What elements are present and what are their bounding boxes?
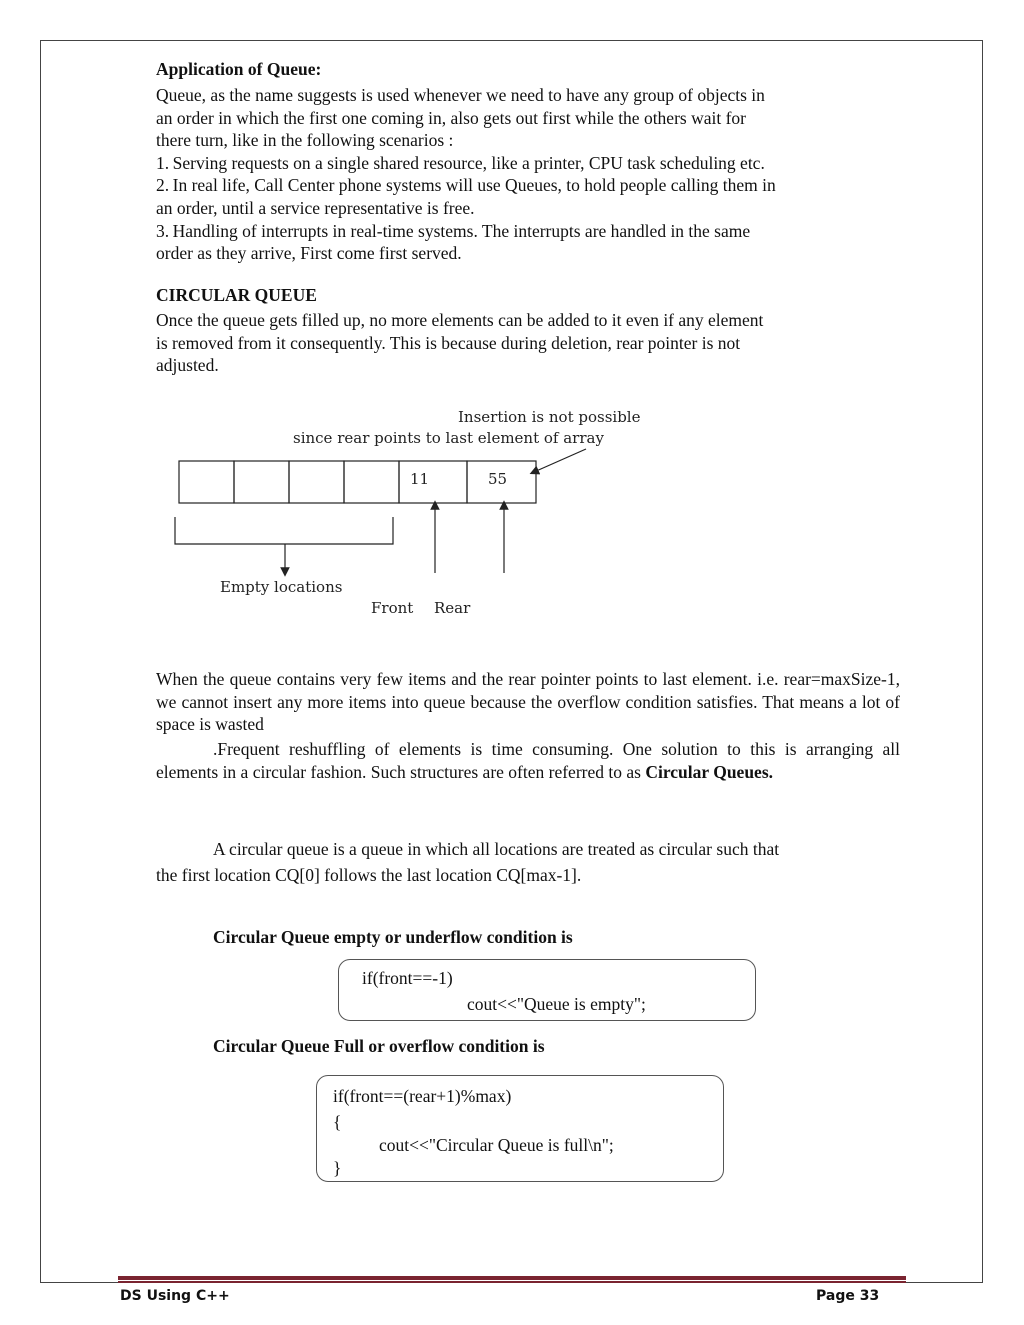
code-line: if(front==(rear+1)%max) bbox=[333, 1086, 512, 1106]
footer-rule bbox=[118, 1276, 906, 1280]
empty-condition-code-box bbox=[338, 959, 756, 1021]
cell-value: 55 bbox=[488, 470, 508, 488]
overflow-paragraph: When the queue contains very few items and the rear pointer points to last element. i.e. rear=maxSize-1, we cannot insert any more items into queue because the overflow condition satisfies. That means a lot of space is wasted bbox=[156, 669, 900, 735]
code-line: } bbox=[333, 1158, 342, 1178]
footer-rule-thin bbox=[118, 1281, 906, 1283]
queue-cell bbox=[179, 461, 234, 503]
footer-title: DS Using C++ bbox=[120, 1288, 230, 1304]
front-label: Front bbox=[371, 599, 414, 617]
text-line: an order in which the first one coming in, also gets out first while the others wait for bbox=[156, 107, 747, 128]
text-line: Queue, as the name suggests is used whenever we need to have any group of objects in bbox=[156, 85, 765, 105]
text-line: order as they arrive, First come first served. bbox=[156, 243, 462, 264]
queue-cell bbox=[289, 461, 344, 503]
empty-locations-label: Empty locations bbox=[220, 578, 343, 596]
empty-locations-bracket bbox=[175, 517, 393, 544]
full-condition-code-box bbox=[316, 1075, 724, 1182]
text-line: adjusted. bbox=[156, 355, 219, 376]
queue-cell bbox=[234, 461, 289, 503]
code-line: cout<<"Circular Queue is full\n"; bbox=[379, 1135, 614, 1155]
text-line: is removed from it consequently. This is because during deletion, rear pointer is not bbox=[156, 332, 741, 353]
full-condition-heading: Circular Queue Full or overflow condition is bbox=[213, 1036, 545, 1056]
section-heading-circular-queue: CIRCULAR QUEUE bbox=[156, 285, 317, 305]
code-line: { bbox=[333, 1112, 342, 1132]
text-line: there turn, like in the following scenarios : bbox=[156, 130, 454, 151]
insertion-note-line2: since rear points to last element of array bbox=[293, 429, 604, 447]
circular-queues-term: Circular Queues. bbox=[645, 761, 773, 782]
list-item-1: 1. Serving requests on a single shared resource, like a printer, CPU task scheduling etc. bbox=[156, 152, 765, 173]
page-number: Page 33 bbox=[816, 1288, 880, 1304]
code-line: cout<<"Queue is empty"; bbox=[467, 994, 646, 1014]
text-line: an order, until a service representative is free. bbox=[156, 197, 475, 218]
section-heading-application: Application of Queue: bbox=[156, 59, 322, 79]
cell-value: 11 bbox=[410, 470, 430, 488]
rear-label: Rear bbox=[434, 599, 471, 617]
queue-diagram bbox=[0, 0, 1024, 640]
definition-line-2: the first location CQ[0] follows the last location CQ[max-1]. bbox=[156, 865, 582, 885]
code-line: if(front==-1) bbox=[362, 968, 453, 988]
queue-array bbox=[179, 461, 536, 503]
list-item-2: 2. In real life, Call Center phone systems will use Queues, to hold people calling them in bbox=[156, 175, 776, 196]
list-item-3: 3. Handling of interrupts in real-time systems. The interrupts are handled in the same bbox=[156, 220, 751, 241]
text-line: Once the queue gets filled up, no more elements can be added to it even if any element bbox=[156, 310, 764, 330]
insertion-arrow bbox=[534, 449, 586, 472]
reshuffle-text: .Frequent reshuffling of elements is time consuming. One solution to this is arranging all elements in a circular fashion. Such structures are often referred to as bbox=[156, 739, 900, 782]
empty-condition-heading: Circular Queue empty or underflow condition is bbox=[213, 927, 573, 947]
queue-cell bbox=[344, 461, 399, 503]
definition-line-1: A circular queue is a queue in which all locations are treated as circular such that bbox=[213, 839, 780, 859]
insertion-note-line1: Insertion is not possible bbox=[458, 408, 641, 426]
reshuffle-paragraph bbox=[156, 738, 900, 783]
